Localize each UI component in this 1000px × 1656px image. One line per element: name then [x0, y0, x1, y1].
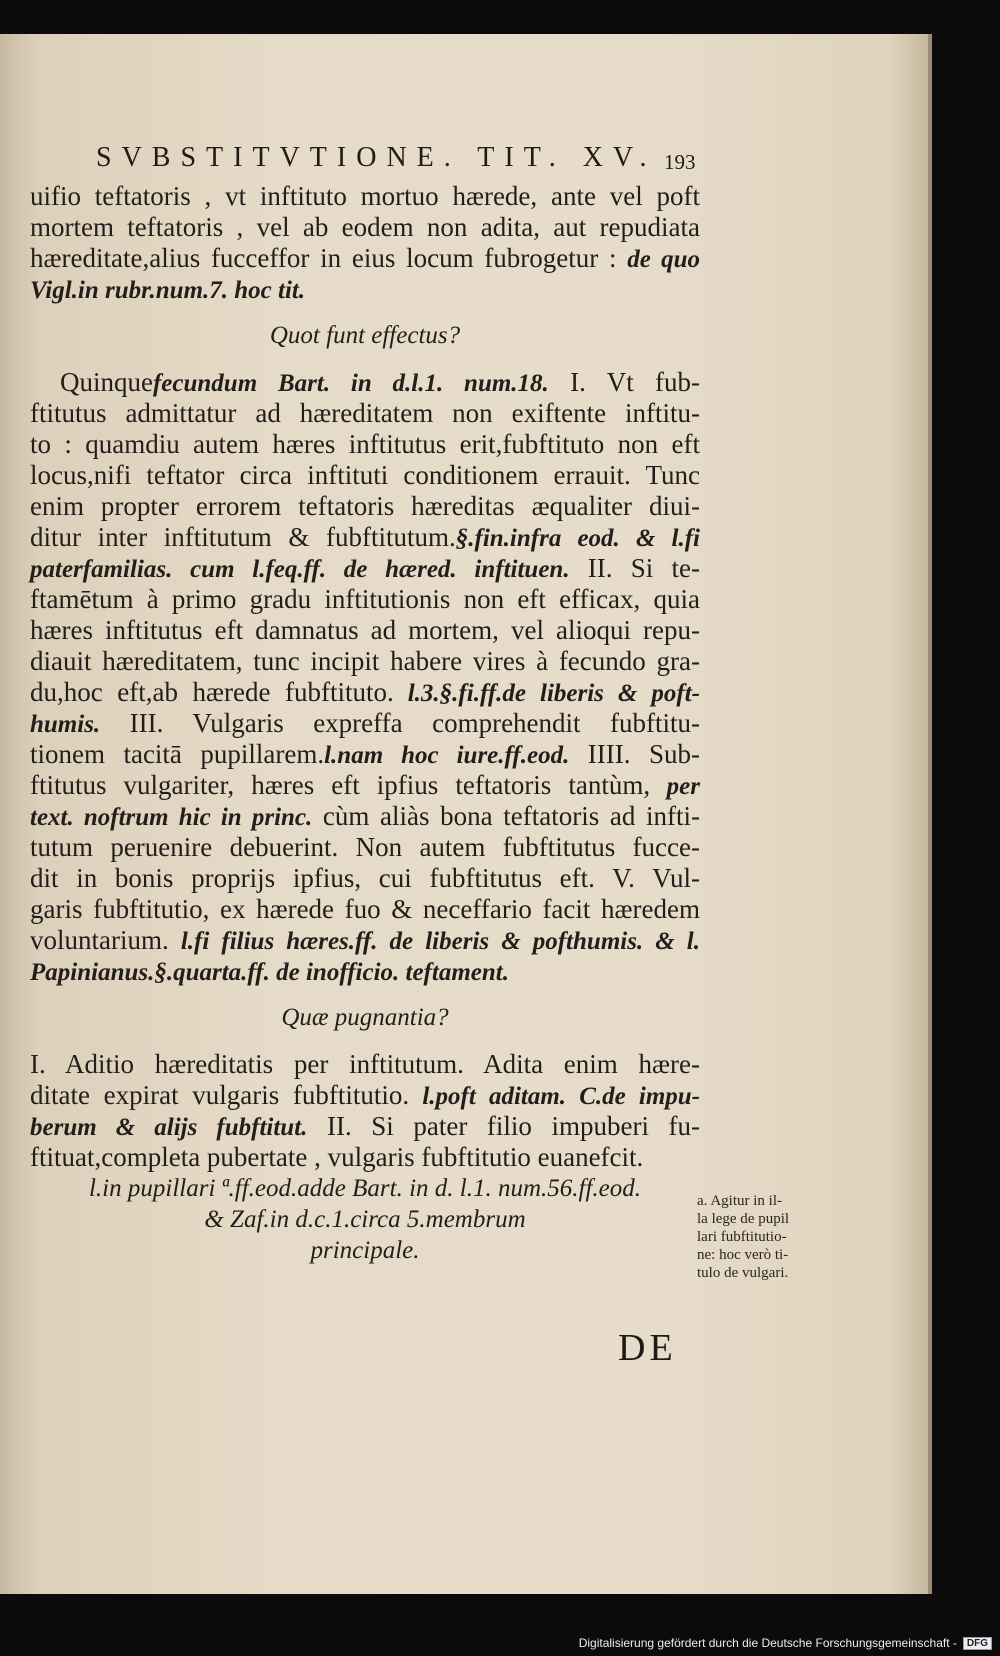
footer-text: Digitalisierung gefördert durch die Deutsche Forschungsgemeinschaft - — [578, 1636, 957, 1650]
citation-line: & Zaf.in d.c.1.circa 5.membrum — [204, 1206, 526, 1233]
body-text: diauit hæreditatem, tunc incipit habere vires à fecundo gra- — [30, 646, 700, 676]
text-line — [30, 460, 700, 491]
citation-text: l.fi filius hæres.ff. de liberis & pofthumis. & l. — [168, 928, 700, 955]
text-line — [30, 243, 700, 274]
section-heading: Quot funt effectus? — [269, 322, 461, 349]
page-number: 193 — [664, 150, 696, 174]
text-line — [30, 956, 700, 987]
citation-text: §.fin.infra eod. & l.fi — [455, 525, 700, 552]
citation-text: Vigl.in rubr.num.7. hoc tit. — [30, 277, 306, 304]
text-line — [30, 1142, 700, 1173]
running-title: SVBSTITVTIONE. TIT. XV. — [96, 142, 657, 173]
citation-text: Papinianus.§.quarta.ff. de inofficio. teftament. — [30, 959, 509, 986]
text-line — [30, 708, 700, 739]
body-text: I. Aditio hæreditatis per inftitutum. Adita enim hære- — [30, 1049, 700, 1079]
catchword: DE — [618, 1327, 677, 1369]
body-text: II. Si te- — [569, 553, 700, 583]
citation-text: humis. — [30, 711, 101, 738]
body-text: ftitutus vulgariter, hæres eft ipfius teftatoris tantùm, — [30, 770, 651, 800]
body-text: uifio teftatoris , vt inftituto mortuo hærede, ante vel poft — [30, 181, 700, 211]
body-text: cùm aliàs bona teftatoris ad infti- — [312, 801, 700, 831]
text-line — [30, 1080, 700, 1111]
text-line — [30, 522, 700, 553]
text-line — [30, 274, 700, 305]
citation-text: l.nam hoc iure.ff.eod. — [324, 742, 570, 769]
text-line — [30, 212, 700, 243]
marginal-note-line: lari fubftitutio- — [697, 1229, 787, 1245]
text-line — [30, 1049, 700, 1080]
body-text: to : quamdiu autem hæres inftitutus erit,fubftituto non eft — [30, 429, 700, 459]
body-text: ditate expirat vulgaris fubftitutio. — [30, 1080, 410, 1110]
page-header — [96, 142, 706, 176]
citation-text: fecundum Bart. in d.l.1. num.18. — [152, 370, 549, 397]
text-line — [30, 801, 700, 832]
main-text — [30, 181, 700, 1266]
text-line — [30, 491, 700, 522]
text-line — [30, 677, 700, 708]
body-text: ditur inter inftitutum & fubftitutum. — [30, 522, 456, 552]
marginal-note-line: a. Agitur in il- — [697, 1193, 782, 1209]
body-text: I. Vt fub- — [548, 367, 700, 397]
body-text: dit in bonis proprijs ipfius, cui fubftitutus eft. V. Vul- — [30, 863, 700, 893]
citation-text: paterfamilias. cum l.feq.ff. de hæred. inftituen. — [30, 556, 570, 583]
text-line — [30, 739, 700, 770]
text-line — [30, 429, 700, 460]
citation-text: per — [650, 773, 700, 800]
text-line — [30, 1111, 700, 1142]
text-line — [30, 646, 700, 677]
marginal-note-line: ne: hoc verò ti- — [697, 1247, 789, 1263]
citation-line: principale. — [310, 1237, 420, 1264]
body-text: ftituat,completa pubertate , vulgaris fubftitutio euanefcit. — [30, 1142, 644, 1172]
text-line — [30, 925, 700, 956]
body-text: ftitutus admittatur ad hæreditatem non exiftente inftitu- — [30, 398, 700, 428]
text-line — [30, 863, 700, 894]
body-text: mortem teftatoris , vel ab eodem non adita, aut repudiata — [30, 212, 700, 242]
body-text: voluntarium. — [30, 925, 169, 955]
body-text: ftamētum à primo gradu inftitutionis non eft efficax, quia — [30, 584, 700, 614]
text-line — [30, 615, 700, 646]
book-page — [0, 34, 932, 1594]
marginal-note-line: tulo de vulgari. — [697, 1265, 789, 1281]
text-line — [30, 584, 700, 615]
digitization-footer — [579, 1636, 992, 1650]
body-text: du,hoc eft,ab hærede fubftituto. — [30, 677, 394, 707]
body-text: garis fubftitutio, ex hærede fuo & neceffario facit hæredem — [30, 894, 700, 924]
citation-text: de quo — [627, 246, 701, 273]
citation-text: l.poft aditam. C.de impu- — [409, 1083, 700, 1110]
body-text: locus,nifi teftator circa inftituti conditionem errauit. Tunc — [30, 460, 700, 490]
body-text: hæreditate,alius fucceffor in eius locum fubrogetur : — [30, 243, 628, 273]
citation-line: l.in pupillari ª.ff.eod.adde Bart. in d. l.1. num.56.ff.eod. — [88, 1175, 641, 1202]
body-text: II. Si pater filio impuberi fu- — [307, 1111, 701, 1141]
body-text: III. Vulgaris expreffa comprehendit fubftitu- — [100, 708, 700, 738]
body-text: tionem tacitā pupillarem. — [30, 739, 325, 769]
section-heading: Quæ pugnantia? — [281, 1004, 449, 1031]
citation-text: l.3.§.fi.ff.de liberis & poft- — [393, 680, 700, 707]
body-text: enim propter errorem teftatoris hæreditas æqualiter diui- — [30, 491, 700, 521]
text-line — [30, 770, 700, 801]
text-line — [30, 553, 700, 584]
body-text: Quinque — [60, 367, 153, 397]
marginal-note — [697, 1192, 837, 1282]
body-text: IIII. Sub- — [569, 739, 700, 769]
text-line — [30, 894, 700, 925]
body-text: hæres inftitutus eft damnatus ad mortem, vel alioqui repu- — [30, 615, 700, 645]
text-line — [30, 367, 700, 398]
citation-text: berum & alijs fubftitut. — [30, 1114, 308, 1141]
citation-text: text. noftrum hic in princ. — [30, 804, 313, 831]
text-line — [30, 398, 700, 429]
marginal-note-line: la lege de pupil — [697, 1211, 790, 1227]
text-line — [30, 832, 700, 863]
body-text: tutum peruenire debuerint. Non autem fubftitutus fucce- — [30, 832, 700, 862]
dfg-logo: DFG — [963, 1637, 992, 1650]
text-line — [30, 181, 700, 212]
